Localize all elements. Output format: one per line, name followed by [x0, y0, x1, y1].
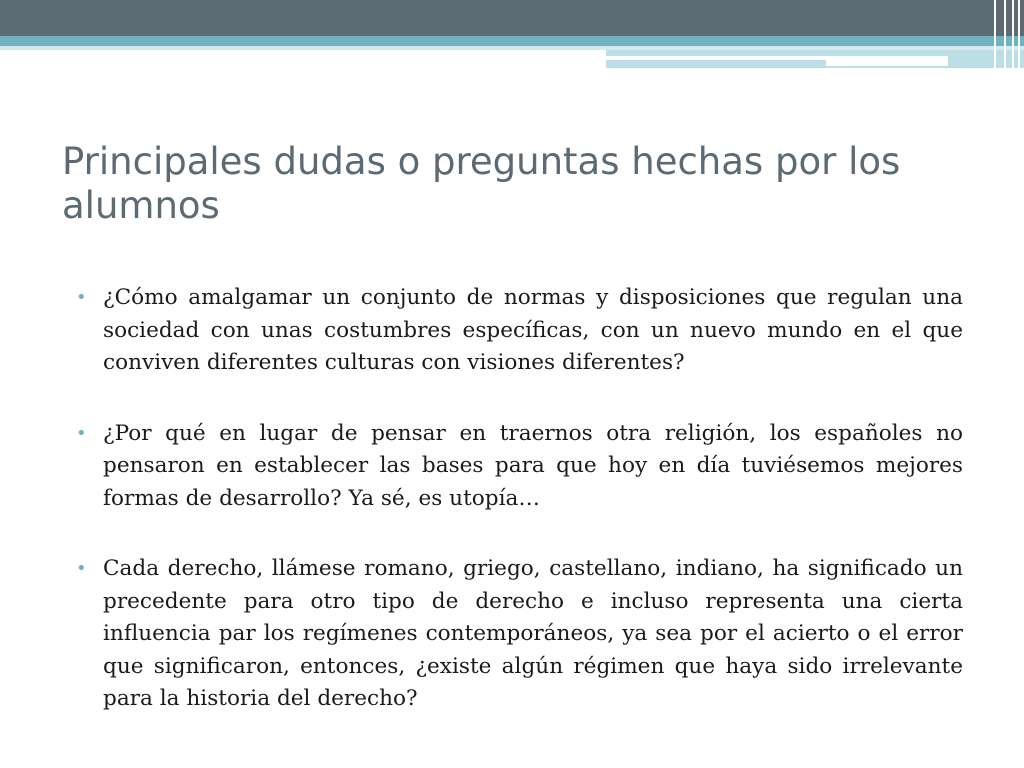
bullet-dot-icon: • — [76, 422, 87, 444]
header-stripe — [1004, 0, 1006, 68]
bullet-list — [76, 282, 963, 754]
header-band-right-inner-lower — [826, 60, 948, 66]
header-band-dark — [0, 0, 1024, 36]
slide-title: Principales dudas o preguntas hechas por los alumnos — [62, 140, 901, 227]
bullet-item — [76, 418, 963, 516]
header-stripe — [1018, 0, 1020, 68]
bullet-item — [76, 553, 963, 716]
bullet-item — [76, 282, 963, 380]
bullet-text: ¿Por qué en lugar de pensar en traernos otra religión, los españoles no pensaron en establecer las bases para que hoy en día tuviésemos mejores formas de desarrollo? Ya sé, es utopía… — [103, 420, 963, 511]
bullet-dot-icon: • — [76, 558, 87, 579]
bullet-text: Cada derecho, llámese romano, griego, castellano, indiano, ha significado un precedente para otro tipo de derecho e incluso representa una cierta influencia par los regímenes contemporáneos, ya sea por el acierto o el error que significaron, entonces, ¿existe algún régimen que haya sido irrelevante para la historia del derecho? — [103, 556, 963, 711]
bullet-text: ¿Cómo amalgamar un conjunto de normas y disposiciones que regulan una sociedad con unas costumbres específicas, con un nuevo mundo en el que conviven diferentes culturas con visiones diferentes? — [103, 285, 963, 375]
header-stripe — [1012, 0, 1014, 68]
header-stripe — [994, 0, 996, 68]
header-band-teal — [0, 36, 1024, 46]
bullet-dot-icon: • — [76, 287, 87, 308]
